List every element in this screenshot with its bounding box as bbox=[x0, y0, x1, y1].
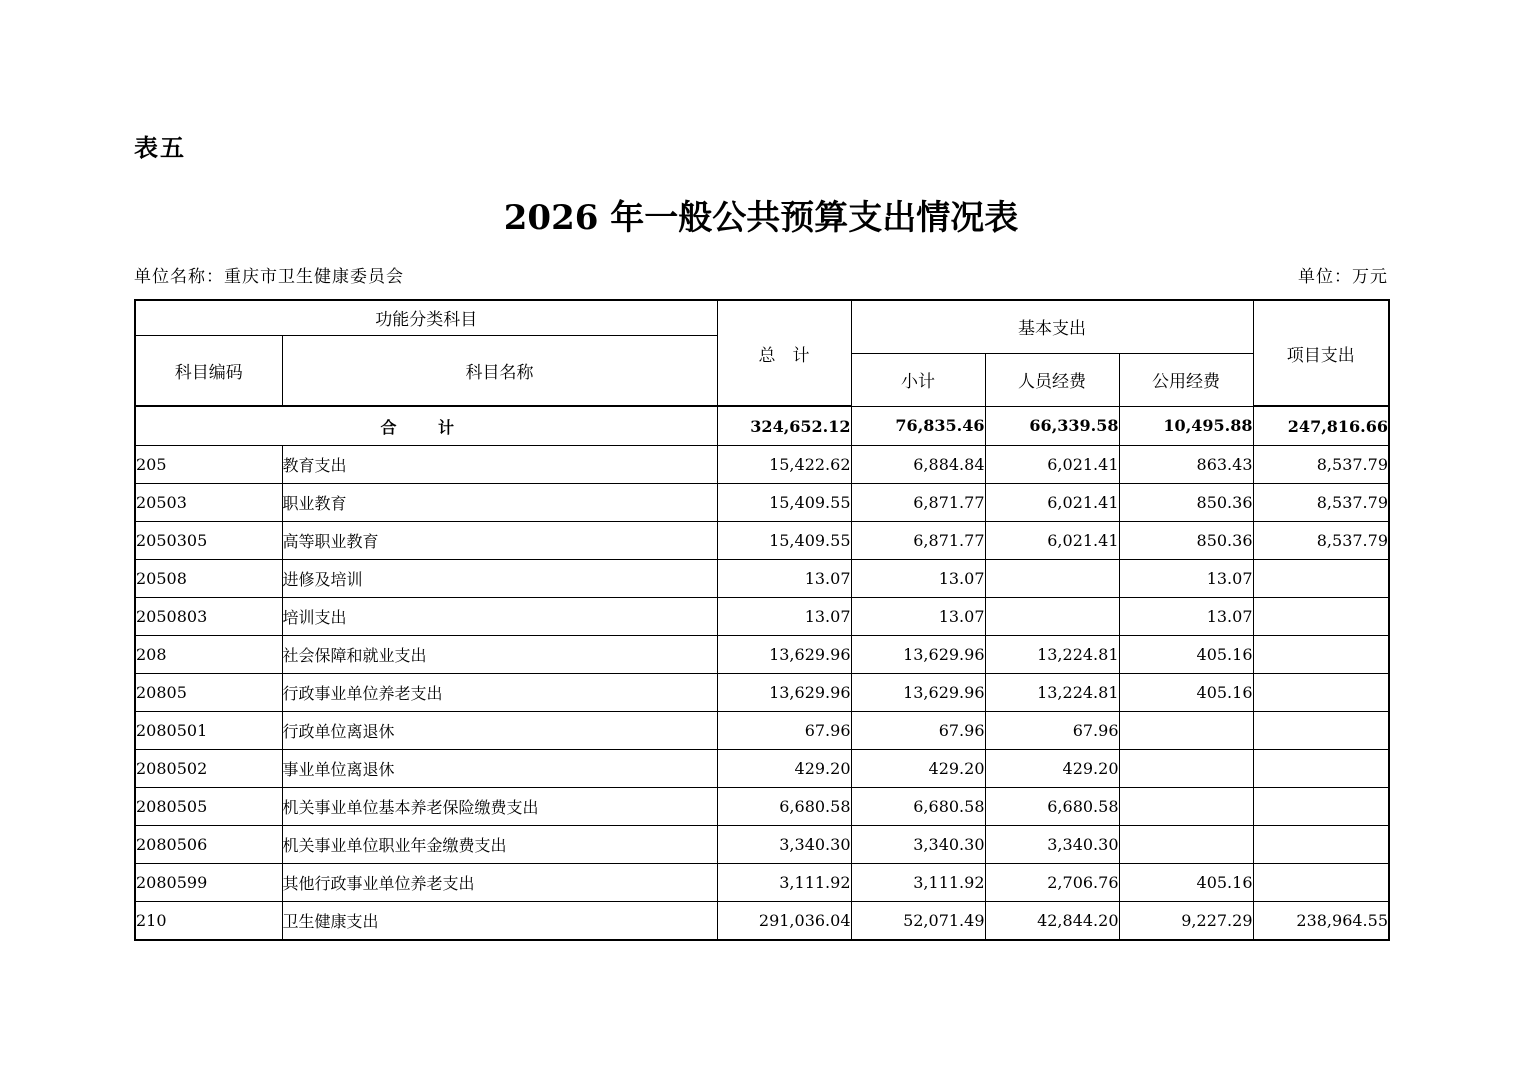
personnel-cell bbox=[985, 598, 1119, 636]
total-cell: 6,680.58 bbox=[717, 788, 851, 826]
total-cell: 3,340.30 bbox=[717, 826, 851, 864]
subtotal-cell: 6,871.77 bbox=[851, 522, 985, 560]
total-cell: 15,409.55 bbox=[717, 522, 851, 560]
subtotal-cell: 13.07 bbox=[851, 560, 985, 598]
code-cell: 20503 bbox=[135, 484, 282, 522]
project-cell bbox=[1253, 826, 1389, 864]
personnel-cell: 6,021.41 bbox=[985, 446, 1119, 484]
table-row bbox=[135, 598, 1389, 636]
subtotal-cell: 3,340.30 bbox=[851, 826, 985, 864]
table-row bbox=[135, 560, 1389, 598]
total-label: 合 计 bbox=[135, 406, 717, 446]
subtotal-cell: 76,835.46 bbox=[851, 406, 985, 446]
table-row bbox=[135, 522, 1389, 560]
name-cell: 事业单位离退休 bbox=[282, 750, 717, 788]
total-cell: 13.07 bbox=[717, 598, 851, 636]
project-cell bbox=[1253, 864, 1389, 902]
page-title: 2026 年一般公共预算支出情况表 bbox=[503, 198, 1019, 238]
total-cell: 15,422.62 bbox=[717, 446, 851, 484]
personnel-cell bbox=[985, 560, 1119, 598]
subtotal-cell: 6,884.84 bbox=[851, 446, 985, 484]
code-cell: 2080506 bbox=[135, 826, 282, 864]
code-cell: 2050305 bbox=[135, 522, 282, 560]
name-cell: 进修及培训 bbox=[282, 560, 717, 598]
name-cell: 职业教育 bbox=[282, 484, 717, 522]
table-row bbox=[135, 750, 1389, 788]
name-cell: 卫生健康支出 bbox=[282, 902, 717, 941]
public-cell: 863.43 bbox=[1119, 446, 1253, 484]
personnel-cell: 13,224.81 bbox=[985, 674, 1119, 712]
code-cell: 208 bbox=[135, 636, 282, 674]
table-row bbox=[135, 636, 1389, 674]
project-cell: 8,537.79 bbox=[1253, 446, 1389, 484]
public-cell bbox=[1119, 750, 1253, 788]
header-project-expenditure: 项目支出 bbox=[1253, 300, 1389, 406]
project-cell bbox=[1253, 712, 1389, 750]
project-cell: 8,537.79 bbox=[1253, 522, 1389, 560]
header-subtotal: 小计 bbox=[851, 353, 985, 406]
personnel-cell: 13,224.81 bbox=[985, 636, 1119, 674]
public-cell: 9,227.29 bbox=[1119, 902, 1253, 941]
public-cell: 405.16 bbox=[1119, 674, 1253, 712]
public-cell bbox=[1119, 826, 1253, 864]
name-cell: 机关事业单位基本养老保险缴费支出 bbox=[282, 788, 717, 826]
personnel-cell: 6,021.41 bbox=[985, 484, 1119, 522]
header-total: 总 计 bbox=[717, 300, 851, 406]
public-cell: 405.16 bbox=[1119, 864, 1253, 902]
project-cell: 247,816.66 bbox=[1253, 406, 1389, 446]
project-cell bbox=[1253, 598, 1389, 636]
project-cell bbox=[1253, 560, 1389, 598]
code-cell: 20805 bbox=[135, 674, 282, 712]
total-cell: 3,111.92 bbox=[717, 864, 851, 902]
table-row bbox=[135, 674, 1389, 712]
personnel-cell: 3,340.30 bbox=[985, 826, 1119, 864]
subtotal-cell: 13.07 bbox=[851, 598, 985, 636]
personnel-cell: 6,021.41 bbox=[985, 522, 1119, 560]
public-cell: 10,495.88 bbox=[1119, 406, 1253, 446]
table-label: 表五 bbox=[134, 134, 186, 162]
table-row bbox=[135, 484, 1389, 522]
name-cell: 培训支出 bbox=[282, 598, 717, 636]
total-cell: 324,652.12 bbox=[717, 406, 851, 446]
personnel-cell: 6,680.58 bbox=[985, 788, 1119, 826]
currency-unit: 单位：万元 bbox=[1298, 267, 1388, 287]
subtotal-cell: 67.96 bbox=[851, 712, 985, 750]
table-row bbox=[135, 864, 1389, 902]
code-cell: 20508 bbox=[135, 560, 282, 598]
header-function-category: 功能分类科目 bbox=[135, 300, 717, 335]
code-cell: 2080501 bbox=[135, 712, 282, 750]
public-cell: 13.07 bbox=[1119, 560, 1253, 598]
total-row bbox=[135, 406, 1389, 446]
table-row bbox=[135, 902, 1389, 941]
project-cell bbox=[1253, 674, 1389, 712]
personnel-cell: 66,339.58 bbox=[985, 406, 1119, 446]
personnel-cell: 429.20 bbox=[985, 750, 1119, 788]
total-cell: 13,629.96 bbox=[717, 636, 851, 674]
subtotal-cell: 6,871.77 bbox=[851, 484, 985, 522]
project-cell bbox=[1253, 750, 1389, 788]
code-cell: 2050803 bbox=[135, 598, 282, 636]
total-cell: 13.07 bbox=[717, 560, 851, 598]
subtotal-cell: 13,629.96 bbox=[851, 636, 985, 674]
subtotal-cell: 13,629.96 bbox=[851, 674, 985, 712]
project-cell: 238,964.55 bbox=[1253, 902, 1389, 941]
header-public: 公用经费 bbox=[1119, 353, 1253, 406]
table-row bbox=[135, 712, 1389, 750]
public-cell: 13.07 bbox=[1119, 598, 1253, 636]
code-cell: 2080599 bbox=[135, 864, 282, 902]
public-cell bbox=[1119, 788, 1253, 826]
name-cell: 社会保障和就业支出 bbox=[282, 636, 717, 674]
subtotal-cell: 52,071.49 bbox=[851, 902, 985, 941]
name-cell: 行政单位离退休 bbox=[282, 712, 717, 750]
public-cell: 850.36 bbox=[1119, 522, 1253, 560]
project-cell bbox=[1253, 636, 1389, 674]
header-basic-expenditure: 基本支出 bbox=[851, 300, 1253, 353]
personnel-cell: 67.96 bbox=[985, 712, 1119, 750]
code-cell: 210 bbox=[135, 902, 282, 941]
subtotal-cell: 3,111.92 bbox=[851, 864, 985, 902]
subtotal-cell: 429.20 bbox=[851, 750, 985, 788]
code-cell: 2080505 bbox=[135, 788, 282, 826]
public-cell: 405.16 bbox=[1119, 636, 1253, 674]
subtotal-cell: 6,680.58 bbox=[851, 788, 985, 826]
name-cell: 教育支出 bbox=[282, 446, 717, 484]
public-cell: 850.36 bbox=[1119, 484, 1253, 522]
header-personnel: 人员经费 bbox=[985, 353, 1119, 406]
name-cell: 行政事业单位养老支出 bbox=[282, 674, 717, 712]
budget-table bbox=[134, 299, 1390, 941]
project-cell bbox=[1253, 788, 1389, 826]
header-code: 科目编码 bbox=[135, 335, 282, 406]
unit-name: 单位名称：重庆市卫生健康委员会 bbox=[134, 267, 404, 287]
table-row bbox=[135, 788, 1389, 826]
code-cell: 205 bbox=[135, 446, 282, 484]
code-cell: 2080502 bbox=[135, 750, 282, 788]
name-cell: 其他行政事业单位养老支出 bbox=[282, 864, 717, 902]
personnel-cell: 42,844.20 bbox=[985, 902, 1119, 941]
name-cell: 机关事业单位职业年金缴费支出 bbox=[282, 826, 717, 864]
project-cell: 8,537.79 bbox=[1253, 484, 1389, 522]
public-cell bbox=[1119, 712, 1253, 750]
total-cell: 15,409.55 bbox=[717, 484, 851, 522]
header-name: 科目名称 bbox=[282, 335, 717, 406]
name-cell: 高等职业教育 bbox=[282, 522, 717, 560]
table-row bbox=[135, 826, 1389, 864]
table-row bbox=[135, 446, 1389, 484]
total-cell: 291,036.04 bbox=[717, 902, 851, 941]
personnel-cell: 2,706.76 bbox=[985, 864, 1119, 902]
total-cell: 67.96 bbox=[717, 712, 851, 750]
total-cell: 429.20 bbox=[717, 750, 851, 788]
total-cell: 13,629.96 bbox=[717, 674, 851, 712]
